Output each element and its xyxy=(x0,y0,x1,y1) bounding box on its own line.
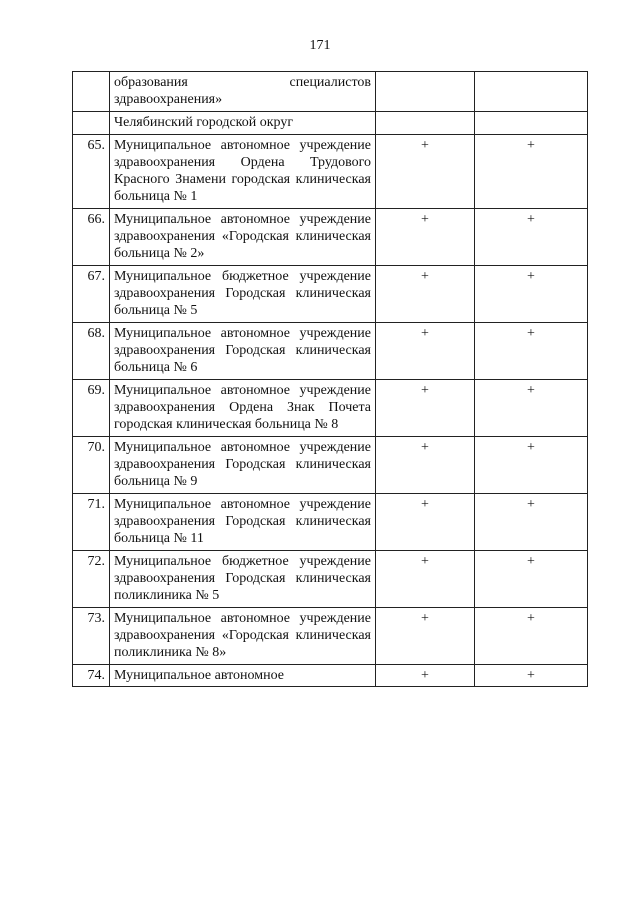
institutions-table xyxy=(72,71,588,687)
table-row xyxy=(73,494,588,551)
mark-cell-a: + xyxy=(376,437,475,494)
mark-cell-b: + xyxy=(475,608,588,665)
mark-cell-b: + xyxy=(475,209,588,266)
institutions-table-body xyxy=(73,72,588,687)
table-row xyxy=(73,380,588,437)
row-number-cell xyxy=(73,112,110,135)
mark-cell-a: + xyxy=(376,380,475,437)
institution-name-cell: Муниципальное бюджетное учреждение здравоохранения Городская клиническая больница № 5 xyxy=(110,266,376,323)
institution-name-cell: Муниципальное автономное учреждение здравоохранения «Городская клиническая больница № 2» xyxy=(110,209,376,266)
mark-cell-a xyxy=(376,72,475,112)
mark-cell-a xyxy=(376,112,475,135)
row-number-cell: 72. xyxy=(73,551,110,608)
mark-cell-b: + xyxy=(475,135,588,209)
row-number-cell: 69. xyxy=(73,380,110,437)
table-row-region xyxy=(73,112,588,135)
row-number-cell: 67. xyxy=(73,266,110,323)
page-number: 171 xyxy=(309,38,331,53)
mark-cell-a: + xyxy=(376,266,475,323)
institution-name-cell: Муниципальное автономное учреждение здравоохранения Городская клиническая больница № 11 xyxy=(110,494,376,551)
institution-name-cell: Муниципальное автономное учреждение здравоохранения Городская клиническая больница № 9 xyxy=(110,437,376,494)
table-row xyxy=(73,437,588,494)
mark-cell-a: + xyxy=(376,323,475,380)
row-number-cell: 74. xyxy=(73,665,110,687)
row-number-cell: 70. xyxy=(73,437,110,494)
institution-name-cell: Муниципальное автономное учреждение здравоохранения Ордена Знак Почета городская клиническая больница № 8 xyxy=(110,380,376,437)
institution-name-cell: Муниципальное автономное учреждение здравоохранения Ордена Трудового Красного Знамени городская клиническая больница № 1 xyxy=(110,135,376,209)
row-number-cell: 71. xyxy=(73,494,110,551)
institution-name-cell: Муниципальное автономное учреждение здравоохранения Городская клиническая больница № 6 xyxy=(110,323,376,380)
institution-name-cell: Муниципальное автономное учреждение здравоохранения «Городская клиническая поликлиника № 8» xyxy=(110,608,376,665)
mark-cell-a: + xyxy=(376,494,475,551)
row-number-cell xyxy=(73,72,110,112)
table-row xyxy=(73,323,588,380)
mark-cell-b: + xyxy=(475,437,588,494)
row-number-cell: 68. xyxy=(73,323,110,380)
mark-cell-b xyxy=(475,72,588,112)
table-row xyxy=(73,665,588,687)
mark-cell-b xyxy=(475,112,588,135)
table-row xyxy=(73,608,588,665)
mark-cell-b: + xyxy=(475,266,588,323)
mark-cell-a: + xyxy=(376,551,475,608)
table-row xyxy=(73,551,588,608)
table-row xyxy=(73,209,588,266)
mark-cell-b: + xyxy=(475,380,588,437)
institution-name-cell: Муниципальное автономное xyxy=(110,665,376,687)
mark-cell-a: + xyxy=(376,135,475,209)
institution-name-cell: образования специалистов здравоохранения» xyxy=(110,72,376,112)
row-number-cell: 66. xyxy=(73,209,110,266)
mark-cell-a: + xyxy=(376,209,475,266)
mark-cell-b: + xyxy=(475,665,588,687)
mark-cell-b: + xyxy=(475,323,588,380)
mark-cell-a: + xyxy=(376,608,475,665)
row-number-cell: 73. xyxy=(73,608,110,665)
mark-cell-b: + xyxy=(475,551,588,608)
region-name-cell: Челябинский городской округ xyxy=(110,112,376,135)
mark-cell-b: + xyxy=(475,494,588,551)
institution-name-cell: Муниципальное бюджетное учреждение здравоохранения Городская клиническая поликлиника № 5 xyxy=(110,551,376,608)
table-row xyxy=(73,135,588,209)
table-row xyxy=(73,266,588,323)
table-row-continued xyxy=(73,72,588,112)
row-number-cell: 65. xyxy=(73,135,110,209)
mark-cell-a: + xyxy=(376,665,475,687)
